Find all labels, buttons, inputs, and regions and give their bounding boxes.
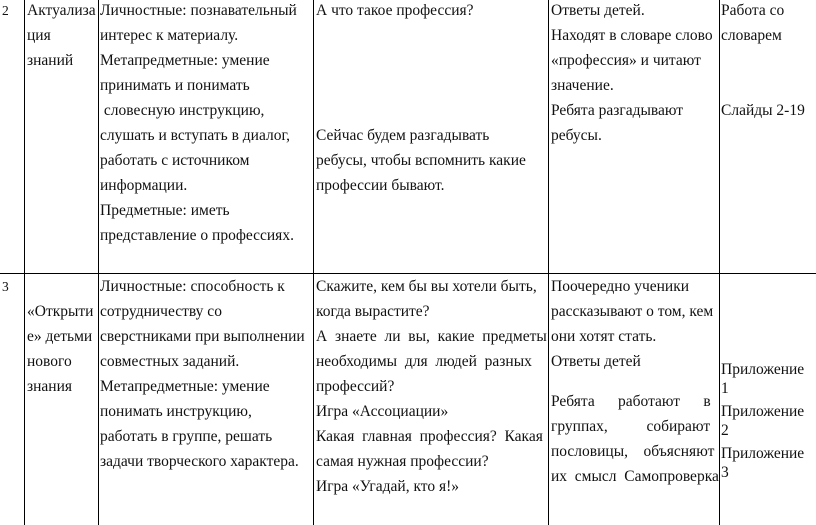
student-line: «профессия» и читают xyxy=(551,52,701,69)
col-border-1 xyxy=(98,0,99,525)
results-line: Личностные: способность к xyxy=(100,278,285,295)
student-line: Ответы детей xyxy=(551,353,641,370)
col-border-3 xyxy=(548,0,549,525)
results-line: работать с источником xyxy=(100,152,250,169)
student-line: Ребята работают в xyxy=(551,393,711,410)
teacher-line: ребусы, чтобы вспомнить какие xyxy=(316,152,526,169)
resource-cell xyxy=(721,0,805,123)
teacher-line: необходимы для людей разных xyxy=(316,353,532,370)
teacher-line: профессии бывают. xyxy=(316,177,445,194)
results-line: интерес к материалу. xyxy=(100,27,239,44)
results-line: сотрудничеству со xyxy=(100,303,222,320)
results-line: сверстниками при выполнении xyxy=(100,328,305,345)
student-line: они хотят стать. xyxy=(551,328,657,345)
results-line: задачи творческого характера. xyxy=(100,453,299,470)
col-border-0 xyxy=(24,0,25,525)
teacher-line: Сейчас будем разгадывать xyxy=(316,127,490,144)
stage-line: нового xyxy=(27,353,72,370)
student-line: Поочередно ученики xyxy=(551,278,690,295)
col-border-2 xyxy=(313,0,314,525)
results-line: Метапредметные: умение xyxy=(100,378,270,395)
results-line: совместных заданий. xyxy=(100,353,240,370)
resource-line: 1 xyxy=(721,380,729,397)
student-line: Находят в словаре слово xyxy=(551,27,713,44)
results-line: слушать и вступать в диалог, xyxy=(100,127,290,144)
teacher-line: профессий? xyxy=(316,378,395,395)
results-cell xyxy=(100,274,305,474)
results-cell xyxy=(100,0,297,248)
teacher-line: Игра «Угадай, кто я!» xyxy=(316,478,460,495)
student-cell xyxy=(551,0,713,148)
student-cell xyxy=(551,274,718,489)
stage-line: «Открыти xyxy=(27,303,94,320)
stage-line: знания xyxy=(27,378,73,395)
stage-line: ция xyxy=(27,27,51,44)
student-line: значение. xyxy=(551,77,614,94)
teacher-cell xyxy=(316,274,547,499)
results-line: работать в группе, решать xyxy=(100,428,273,445)
teacher-line: самая нужная профессии? xyxy=(316,453,489,470)
teacher-line: А знаете ли вы, какие предметы xyxy=(316,328,547,345)
stage-line: е» детьми xyxy=(27,328,93,345)
teacher-line: Какая главная профессия? Какая xyxy=(316,428,543,445)
student-line: их смысл Самопроверка xyxy=(551,468,719,485)
resource-line: 2 xyxy=(721,422,729,439)
resource-cell xyxy=(721,357,804,485)
student-line: группах, собирают xyxy=(551,418,711,435)
row-number: 2 xyxy=(2,3,9,18)
teacher-line: когда вырастите? xyxy=(316,303,430,320)
resource-line: Приложение xyxy=(721,361,805,378)
resource-line: 3 xyxy=(721,464,729,481)
resource-line: словарем xyxy=(721,27,782,44)
teacher-line: Игра «Ассоциации» xyxy=(316,403,449,420)
resource-line: Приложение xyxy=(721,403,805,420)
results-line: понимать инструкцию, xyxy=(100,403,252,420)
student-line: рассказывают о том, кем xyxy=(551,303,714,320)
row-number: 3 xyxy=(2,279,9,294)
student-line: Ответы детей. xyxy=(551,2,645,19)
resource-line: Работа со xyxy=(721,2,785,19)
stage-line: Актуализа xyxy=(27,2,96,19)
results-line: Метапредметные: умение xyxy=(100,52,270,69)
results-line: Личностные: познавательный xyxy=(100,2,297,19)
resource-line: Слайды 2-19 xyxy=(721,102,805,119)
stage-cell xyxy=(27,299,93,399)
results-line: информации. xyxy=(100,177,188,194)
student-line: ребусы. xyxy=(551,127,602,144)
stage-line: знаний xyxy=(27,52,74,69)
teacher-line: А что такое профессия? xyxy=(316,2,474,19)
teacher-cell xyxy=(316,0,526,198)
results-line: Предметные: иметь xyxy=(100,202,230,219)
results-line: принимать и понимать xyxy=(100,77,250,94)
col-border-4 xyxy=(719,0,720,525)
results-line: словесную инструкцию, xyxy=(100,102,265,119)
teacher-line: Скажите, кем бы вы хотели быть, xyxy=(316,278,537,295)
stage-cell xyxy=(27,0,96,73)
student-line: Ребята разгадывают xyxy=(551,102,684,119)
results-line: представление о профессиях. xyxy=(100,227,294,244)
student-line: пословицы, объясняют xyxy=(551,443,715,460)
resource-line: Приложение xyxy=(721,445,805,462)
